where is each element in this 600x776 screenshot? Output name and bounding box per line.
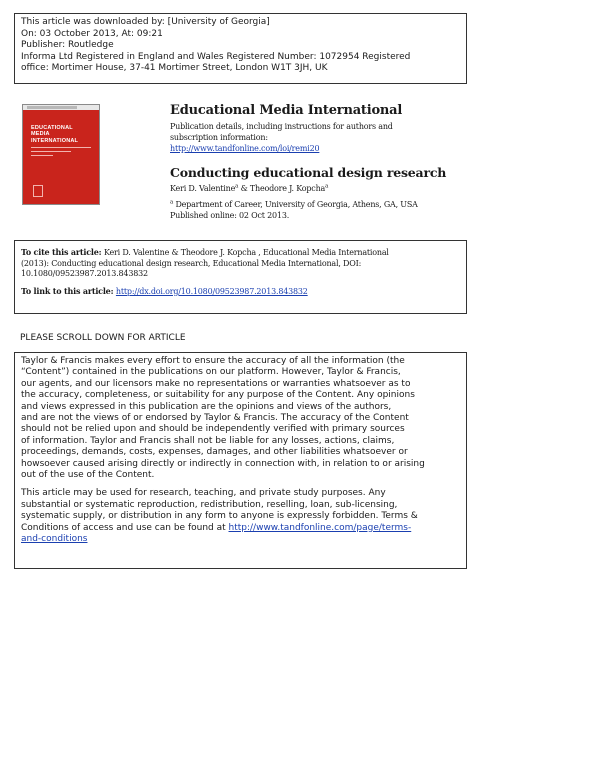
cite-doi: 10.1080/09523987.2013.843832 — [21, 269, 148, 278]
scroll-down-message: PLEASE SCROLL DOWN FOR ARTICLE — [20, 333, 186, 343]
download-line: Informa Ltd Registered in England and Wales Registered Number: 1072954 Registered — [21, 51, 411, 62]
disclaimer-line: out of the use of the Content. — [21, 470, 155, 481]
cover-title: EDUCATIONAL MEDIA INTERNATIONAL — [31, 125, 79, 144]
author-name: Keri D. Valentine — [170, 184, 236, 193]
affiliation-line: $^a$ Department of Career, University of Georgia, Athens, GA, USA — [170, 199, 418, 209]
disclaimer-line: should not be relied upon and should be independently verified with primary sources — [21, 424, 405, 435]
journal-url-row — [170, 144, 319, 155]
disclaimer-line: “Content”) contained in the publications on our platform. However, Taylor & Francis, — [21, 367, 401, 378]
usage-line — [21, 534, 460, 545]
terms-link-continued[interactable]: and-conditions — [21, 534, 88, 545]
disclaimer-line: our agents, and our licensors make no representations or warranties whatsoever as to — [21, 378, 411, 389]
cover-rule — [31, 151, 71, 152]
author-name: Theodore J. Kopcha — [249, 184, 326, 193]
cover-publisher-logo — [33, 185, 43, 197]
publication-details-line: subscription information: — [170, 133, 268, 142]
journal-cover-image — [22, 104, 100, 205]
usage-line: Conditions of access and use can be found at http://www.tandfonline.com/page/terms- — [21, 522, 412, 533]
disclaimer-line: the accuracy, completeness, or suitability for any purpose of the Content. Any opinions — [21, 390, 415, 401]
article-title: Conducting educational design research — [170, 165, 447, 180]
disclaimer-line: howsoever caused arising directly or indirectly in connection with, in relation to or arising — [21, 458, 425, 469]
download-line: office: Mortimer House, 37-41 Mortimer Street, London W1T 3JH, UK — [21, 63, 328, 74]
download-notice-box — [14, 13, 467, 84]
cover-rule — [31, 147, 91, 148]
disclaimer-line: and are not the views of or endorsed by Taylor & Francis. The accuracy of the Content — [21, 413, 409, 424]
publication-details-line: Publication details, including instructions for authors and — [170, 122, 393, 131]
published-date: Published online: 02 Oct 2013. — [170, 211, 290, 220]
journal-name: Educational Media International — [170, 103, 403, 118]
citation-box — [14, 240, 467, 314]
download-line: This article was downloaded by: [University of Georgia] — [21, 17, 270, 27]
cite-label: To cite this article: — [21, 247, 104, 257]
terms-link[interactable]: http://www.tandfonline.com/page/terms- — [228, 522, 412, 533]
link-label: To link to this article: — [21, 285, 116, 296]
cover-top-strip — [23, 105, 99, 110]
disclaimer-line: Taylor & Francis makes every effort to ensure the accuracy of all the information (the — [21, 356, 405, 366]
disclaimer-line: of information. Taylor and Francis shall not be liable for any losses, actions, claims, — [21, 435, 395, 446]
usage-line: systematic supply, or distribution in any form to anyone is expressly forbidden. Terms & — [21, 511, 418, 522]
download-line: On: 03 October 2013, At: 09:21 — [21, 28, 163, 39]
disclaimer-box — [14, 352, 467, 569]
usage-line: substantial or systematic reproduction, redistribution, reselling, loan, sub-licensing, — [21, 499, 398, 510]
download-line: Publisher: Routledge — [21, 40, 114, 51]
link-row — [21, 286, 460, 298]
cover-rule — [31, 155, 53, 156]
authors-line: Keri D. Valentine$^a$ & Theodore J. Kopcha$^a$ — [170, 183, 329, 193]
journal-url-link[interactable]: http://www.tandfonline.com/loi/remi20 — [170, 144, 320, 153]
cite-row: To cite this article: Keri D. Valentine & Theodore J. Kopcha , Educational Media International — [21, 247, 389, 257]
usage-line: This article may be used for research, teaching, and private study purposes. Any — [21, 488, 386, 499]
disclaimer-line: and views expressed in this publication are the opinions and views of the authors, — [21, 401, 392, 412]
doi-link[interactable]: http://dx.doi.org/10.1080/09523987.2013.843832 — [115, 286, 308, 296]
disclaimer-line: proceedings, demands, costs, expenses, damages, and other liabilities whatsoever or — [21, 447, 408, 458]
cite-row: (2013): Conducting educational design research, Educational Media International, DOI: — [21, 258, 362, 268]
